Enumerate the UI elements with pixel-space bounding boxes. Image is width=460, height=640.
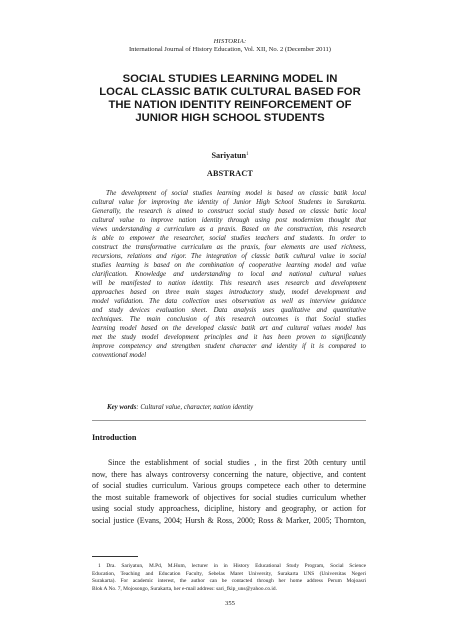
abstract-line: cultural value for improving the identity of Junior High School Students in Surakarta. — [92, 199, 366, 206]
author — [0, 151, 460, 160]
title-line: JUNIOR HIGH SCHOOL STUDENTS — [135, 112, 325, 124]
footnote — [92, 563, 366, 593]
introduction-line: using social study approachess, dicipline, history and geography, or action for — [92, 504, 366, 514]
journal-name: HISTORIA: — [213, 38, 247, 45]
footnote-line: Blok A No. 7, Mojosongo, Surakarta, her e-mail address: sari_fkip_uns@yahoo.co.id. — [92, 585, 277, 592]
abstract-line: studies learning is based on the combination of cooperative learning model and value — [92, 262, 366, 269]
title-line: LOCAL CLASSIC BATIK CULTURAL BASED FOR — [99, 86, 361, 98]
section-divider — [92, 420, 366, 421]
abstract-line: and study devices evaluation sheet. Data analysis uses qualitative and quantitative — [92, 307, 366, 314]
abstract-line: is able to empower the researcher, social studies teachers and students. In order to — [92, 235, 366, 242]
abstract-line: The development of social studies learning model is based on classic batik local — [106, 190, 366, 197]
footnote-first-line-text: Dra. Sariyatun, M.Pd, M.Hum, lecturer in in History Educational Study Program, Social Science — [106, 563, 366, 569]
abstract-line: techniques. The main conclusion of this research outcomes is that Social studies — [92, 316, 366, 323]
footnote-line: Education, Teaching and Education Faculty, Sebelas Maret University, Surakarta UNS (Universitas Negeri — [92, 570, 366, 577]
abstract-heading: ABSTRACT — [206, 169, 254, 178]
abstract-line: will be manifested to nation identity. This research uses research and development — [92, 280, 366, 287]
introduction-line: the most suitable framework of objectives for social studies curriculum whether — [92, 492, 366, 502]
author-footnote-mark: 1 — [246, 152, 249, 157]
footnote-line — [92, 563, 366, 571]
keywords-text: : Cultural value, character, nation identity — [136, 404, 254, 411]
title-line: THE NATION IDENTITY REINFORCEMENT OF — [108, 99, 352, 111]
abstract-line: construct the transformative curriculum as the praxis, four elements are used richness, — [92, 244, 366, 251]
paper-title — [60, 73, 400, 125]
keywords-label: Key words — [107, 404, 137, 411]
introduction-line: of social studies curriculum. Various groups competece each other to determine — [92, 481, 366, 491]
abstract-line: improve competency and strengthen student character and identity if it is compared to — [92, 343, 366, 350]
footnote-rule — [92, 556, 138, 557]
title-line: SOCIAL STUDIES LEARNING MODEL IN — [122, 73, 338, 85]
abstract-line: learning model based on the developed classic batik art and cultural values model has — [92, 325, 366, 332]
keywords — [107, 404, 253, 411]
abstract-body — [92, 189, 366, 360]
abstract-line: conventional model — [92, 352, 147, 359]
abstract-line: model validation. The data collection uses observation as well as interview guidance — [92, 298, 366, 305]
introduction-body — [92, 457, 366, 527]
footnote-number: 1 — [98, 563, 101, 569]
journal-info: International Journal of History Education, Vol. XII, No. 2 (December 2011) — [128, 46, 332, 53]
introduction-line: now, there has always controversy concerning the nature, objective, and content — [92, 469, 366, 479]
author-name: Sariyatun — [211, 151, 247, 160]
page-number: 355 — [225, 600, 235, 607]
abstract-line: clarification. Knowledge and understanding to local and national cultural values — [92, 271, 366, 278]
introduction-line: Since the establishment of social studies , in the first 20th century until — [108, 458, 366, 467]
abstract-line: met the study model development principles and it has been proven to significantly — [92, 334, 366, 341]
abstract-line: approaches based on three main stages introductory study, model development and — [92, 289, 366, 296]
footnote-line: Surakarta). For academic interest, the author can be contacted through her home address Perum Mojoasri — [92, 578, 366, 585]
abstract-line: Generally, the research is aimed to construct social study based on classic batic local — [92, 208, 366, 215]
abstract-line: views understanding a curriculum as a praxis. Based on the construction, this research — [92, 226, 366, 233]
introduction-heading: Introduction — [92, 433, 137, 442]
introduction-line: social justice (Evans, 2004; Hursh & Ross, 2000; Ross & Marker, 2005; Thornton, — [92, 515, 366, 525]
abstract-line: recursions, relations and rigor. The integration of classic batik cultural value in social — [92, 253, 366, 260]
abstract-line: cultural value to improve nation identity through using post modernism thought that — [92, 217, 366, 224]
